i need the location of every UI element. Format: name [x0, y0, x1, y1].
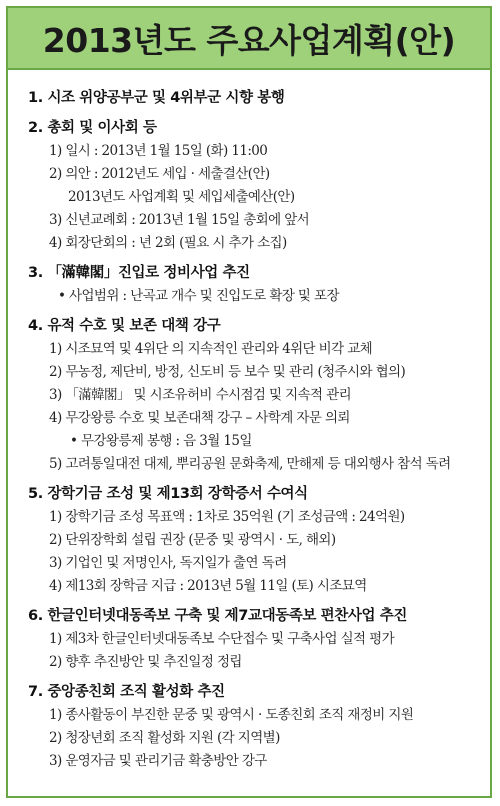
section-heading-6: 6. 한글인터넷대동족보 구축 및 제7교대동족보 편찬사업 추진 — [28, 608, 407, 624]
list-item: 2) 청장년회 조직 활성화 지원 (각 지역별) — [49, 730, 280, 746]
list-item: 5) 고려통일대전 대제, 뿌리공원 문화축제, 만해제 등 대외행사 참석 독려 — [49, 456, 451, 472]
bullet-item: • 사업범위 : 난곡교 개수 및 진입도로 확장 및 포장 — [58, 288, 339, 304]
section-heading-2: 2. 총회 및 이사회 등 — [28, 120, 157, 136]
page-title: 2013년도 주요사업계획(안) — [42, 20, 456, 60]
list-item: 2) 무농정, 제단비, 방정, 신도비 등 보수 및 관리 (청주시와 협의) — [49, 364, 406, 380]
list-item: 4) 무강왕릉 수호 및 보존대책 강구 – 사학계 자문 의뢰 — [49, 410, 350, 426]
list-item: 1) 일시 : 2013년 1월 15일 (화) 11:00 — [49, 143, 268, 159]
section-heading-3: 3. 「滿韓閣」진입로 정비사업 추진 — [28, 265, 250, 281]
section-heading-1: 1. 시조 위양공부군 및 4위부군 시향 봉행 — [28, 90, 285, 106]
list-item: 1) 종사활동이 부진한 문중 및 광역시 · 도종친회 조직 재정비 지원 — [49, 707, 414, 723]
section-heading-7: 7. 중앙종친회 조직 활성화 추진 — [28, 684, 225, 700]
bullet-item: • 무강왕릉제 봉행 : 음 3월 15일 — [70, 433, 252, 449]
list-item: 1) 시조묘역 및 4위단 의 지속적인 관리와 4위단 비각 교체 — [49, 341, 373, 357]
section-heading-4: 4. 유적 수호 및 보존 대책 강구 — [28, 318, 221, 334]
list-item: 3) 운영자금 및 관리기금 확충방안 강구 — [49, 753, 267, 769]
title-banner — [8, 8, 490, 70]
list-item: 3) 「滿韓閣」 및 시조유허비 수시점검 및 지속적 관리 — [49, 387, 352, 403]
list-item: 1) 장학기금 조성 목표액 : 1차로 35억원 (기 조성금액 : 24억원) — [49, 509, 405, 525]
document-frame — [6, 6, 492, 798]
list-item: 2) 단위장학회 설립 권장 (문중 및 광역시 · 도, 해외) — [49, 532, 336, 548]
list-item: 4) 제13회 장학금 지급 : 2013년 5월 11일 (토) 시조묘역 — [49, 578, 367, 594]
list-item: 1) 제3차 한글인터넷대동족보 수단접수 및 구축사업 실적 평가 — [49, 631, 395, 647]
section-heading-5: 5. 장학기금 조성 및 제13회 장학증서 수여식 — [28, 486, 308, 502]
list-item: 4) 회장단회의 : 년 2회 (필요 시 추가 소집) — [49, 235, 287, 251]
plan-content — [8, 70, 490, 773]
list-item: 2) 의안 : 2012년도 세입 · 세출결산(안) — [49, 166, 270, 182]
list-item-continuation: 2013년도 사업계획 및 세입세출예산(안) — [68, 189, 295, 205]
list-item: 3) 기업인 및 저명인사, 독지일가 출연 독려 — [49, 555, 287, 571]
list-item: 3) 신년교례회 : 2013년 1월 15일 총회에 앞서 — [49, 212, 310, 228]
list-item: 2) 향후 추진방안 및 추진일정 정립 — [49, 654, 242, 670]
